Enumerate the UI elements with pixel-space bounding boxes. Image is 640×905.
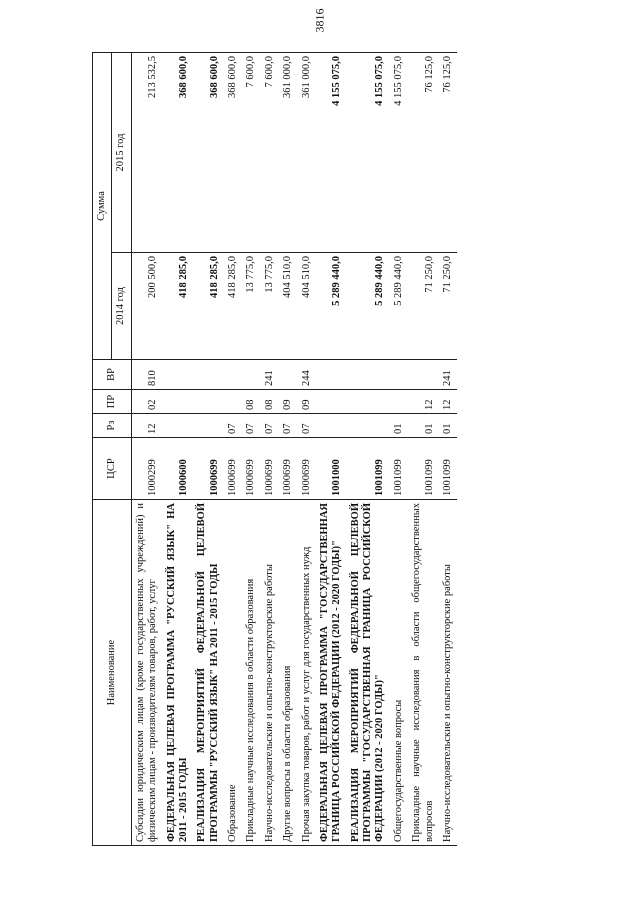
row-2015: 368 600,0 (193, 52, 224, 252)
row-2015: 213 532,5 (131, 52, 162, 252)
row-name: Другие вопросы в области образования (279, 500, 297, 846)
row-2015: 7 600,0 (261, 52, 279, 252)
row-vr (347, 360, 390, 390)
row-name: Образование (224, 500, 242, 846)
row-vr (279, 360, 297, 390)
row-pr (193, 390, 224, 414)
header-rz: Рз (93, 414, 132, 438)
row-2014: 71 250,0 (408, 253, 439, 360)
row-csr: 1001099 (390, 438, 408, 500)
row-csr: 1001099 (439, 438, 457, 500)
row-csr: 1001000 (316, 438, 347, 500)
row-pr (347, 390, 390, 414)
row-name: Научно-исследовательские и опытно-конструкторские работы (439, 500, 457, 846)
table-row (279, 52, 297, 845)
row-vr: 241 (261, 360, 279, 390)
row-vr (193, 360, 224, 390)
table-row (298, 52, 316, 845)
row-name: Прикладные научные исследования в области образования (242, 500, 260, 846)
row-csr: 1001099 (347, 438, 390, 500)
table-row (242, 52, 260, 845)
row-csr: 1000699 (261, 438, 279, 500)
row-pr: 09 (279, 390, 297, 414)
rotated-table-frame (92, 53, 597, 846)
row-2014: 13 775,0 (242, 253, 260, 360)
row-rz: 01 (439, 414, 457, 438)
row-rz: 07 (298, 414, 316, 438)
row-name: ФЕДЕРАЛЬНАЯ ЦЕЛЕВАЯ ПРОГРАММА "РУССКИЙ ЯЗЫК" НА 2011 - 2015 ГОДЫ (163, 500, 194, 846)
row-rz (193, 414, 224, 438)
row-2015: 368 600,0 (163, 52, 194, 252)
row-name: РЕАЛИЗАЦИЯ МЕРОПРИЯТИЙ ФЕДЕРАЛЬНОЙ ЦЕЛЕВОЙ ПРОГРАММЫ "ГОСУДАРСТВЕННАЯ ГРАНИЦА РОССИЙСКОЙ ФЕДЕРАЦИИ (2012 - 2020 ГОДЫ)" (347, 500, 390, 846)
row-pr (224, 390, 242, 414)
row-name: РЕАЛИЗАЦИЯ МЕРОПРИЯТИЙ ФЕДЕРАЛЬНОЙ ЦЕЛЕВОЙ ПРОГРАММЫ "РУССКИЙ ЯЗЫК" НА 2011 - 2015 ГОДЫ (193, 500, 224, 846)
row-rz (316, 414, 347, 438)
row-2014: 71 250,0 (439, 253, 457, 360)
row-vr (224, 360, 242, 390)
table-row (163, 52, 194, 845)
row-pr: 08 (261, 390, 279, 414)
row-rz: 12 (131, 414, 162, 438)
header-row-1 (93, 52, 112, 845)
page-number: 3816 (312, 8, 327, 33)
row-2014: 13 775,0 (261, 253, 279, 360)
table-row (408, 52, 439, 845)
row-2014: 418 285,0 (193, 253, 224, 360)
row-vr (390, 360, 408, 390)
budget-sheet (92, 53, 597, 846)
row-rz (163, 414, 194, 438)
row-csr: 1000699 (279, 438, 297, 500)
row-2014: 404 510,0 (298, 253, 316, 360)
row-vr: 810 (131, 360, 162, 390)
table-row (261, 52, 279, 845)
row-2015: 4 155 075,0 (347, 52, 390, 252)
row-name: ФЕДЕРАЛЬНАЯ ЦЕЛЕВАЯ ПРОГРАММА "ГОСУДАРСТВЕННАЯ ГРАНИЦА РОССИЙСКОЙ ФЕДЕРАЦИИ (2012 - 2020 ГОДЫ)" (316, 500, 347, 846)
table-row (224, 52, 242, 845)
row-2015: 361 000,0 (279, 52, 297, 252)
row-vr (242, 360, 260, 390)
table-row (439, 52, 457, 845)
row-pr: 02 (131, 390, 162, 414)
row-rz (347, 414, 390, 438)
row-csr: 1001099 (408, 438, 439, 500)
table-row (316, 52, 347, 845)
row-rz: 07 (279, 414, 297, 438)
header-2015: 2015 год (112, 52, 131, 252)
table-row (347, 52, 390, 845)
row-rz: 01 (408, 414, 439, 438)
header-sum: Сумма (93, 52, 112, 359)
row-rz: 07 (242, 414, 260, 438)
row-2014: 200 500,0 (131, 253, 162, 360)
row-2015: 368 600,0 (224, 52, 242, 252)
row-csr: 1000699 (298, 438, 316, 500)
row-2015: 4 155 075,0 (316, 52, 347, 252)
table-row (193, 52, 224, 845)
row-2015: 4 155 075,0 (390, 52, 408, 252)
row-2014: 418 285,0 (224, 253, 242, 360)
row-rz: 01 (390, 414, 408, 438)
row-2015: 7 600,0 (242, 52, 260, 252)
row-name: Субсидии юридическим лицам (кроме государственных учреждений) и физическим лицам - производителям товаров, работ, услуг (131, 500, 162, 846)
row-pr (316, 390, 347, 414)
row-2014: 418 285,0 (163, 253, 194, 360)
row-2014: 5 289 440,0 (316, 253, 347, 360)
row-vr (408, 360, 439, 390)
row-vr (163, 360, 194, 390)
row-csr: 1000600 (163, 438, 194, 500)
row-2015: 76 125,0 (408, 52, 439, 252)
row-pr: 12 (439, 390, 457, 414)
table-row (131, 52, 162, 845)
row-2015: 361 000,0 (298, 52, 316, 252)
row-csr: 1000699 (193, 438, 224, 500)
row-name: Научно-исследовательские и опытно-конструкторские работы (261, 500, 279, 846)
row-2014: 5 289 440,0 (347, 253, 390, 360)
row-vr: 244 (298, 360, 316, 390)
row-rz: 07 (224, 414, 242, 438)
row-csr: 1000699 (242, 438, 260, 500)
row-name: Прикладные научные исследования в области общегосударственных вопросов (408, 500, 439, 846)
header-2014: 2014 год (112, 253, 131, 360)
header-pr: ПР (93, 390, 132, 414)
row-csr: 1000299 (131, 438, 162, 500)
row-csr: 1000699 (224, 438, 242, 500)
row-name: Прочая закупка товаров, работ и услуг для государственных нужд (298, 500, 316, 846)
header-csr: ЦСР (93, 438, 132, 500)
row-name: Общегосударственные вопросы (390, 500, 408, 846)
row-vr (316, 360, 347, 390)
row-pr: 09 (298, 390, 316, 414)
row-2014: 5 289 440,0 (390, 253, 408, 360)
row-pr: 12 (408, 390, 439, 414)
header-vr: ВР (93, 360, 132, 390)
row-2015: 76 125,0 (439, 52, 457, 252)
row-pr (390, 390, 408, 414)
table-row (390, 52, 408, 845)
header-name: Наименование (93, 500, 132, 846)
row-rz: 07 (261, 414, 279, 438)
budget-table (92, 52, 457, 846)
row-vr: 241 (439, 360, 457, 390)
row-pr: 08 (242, 390, 260, 414)
row-pr (163, 390, 194, 414)
row-2014: 404 510,0 (279, 253, 297, 360)
